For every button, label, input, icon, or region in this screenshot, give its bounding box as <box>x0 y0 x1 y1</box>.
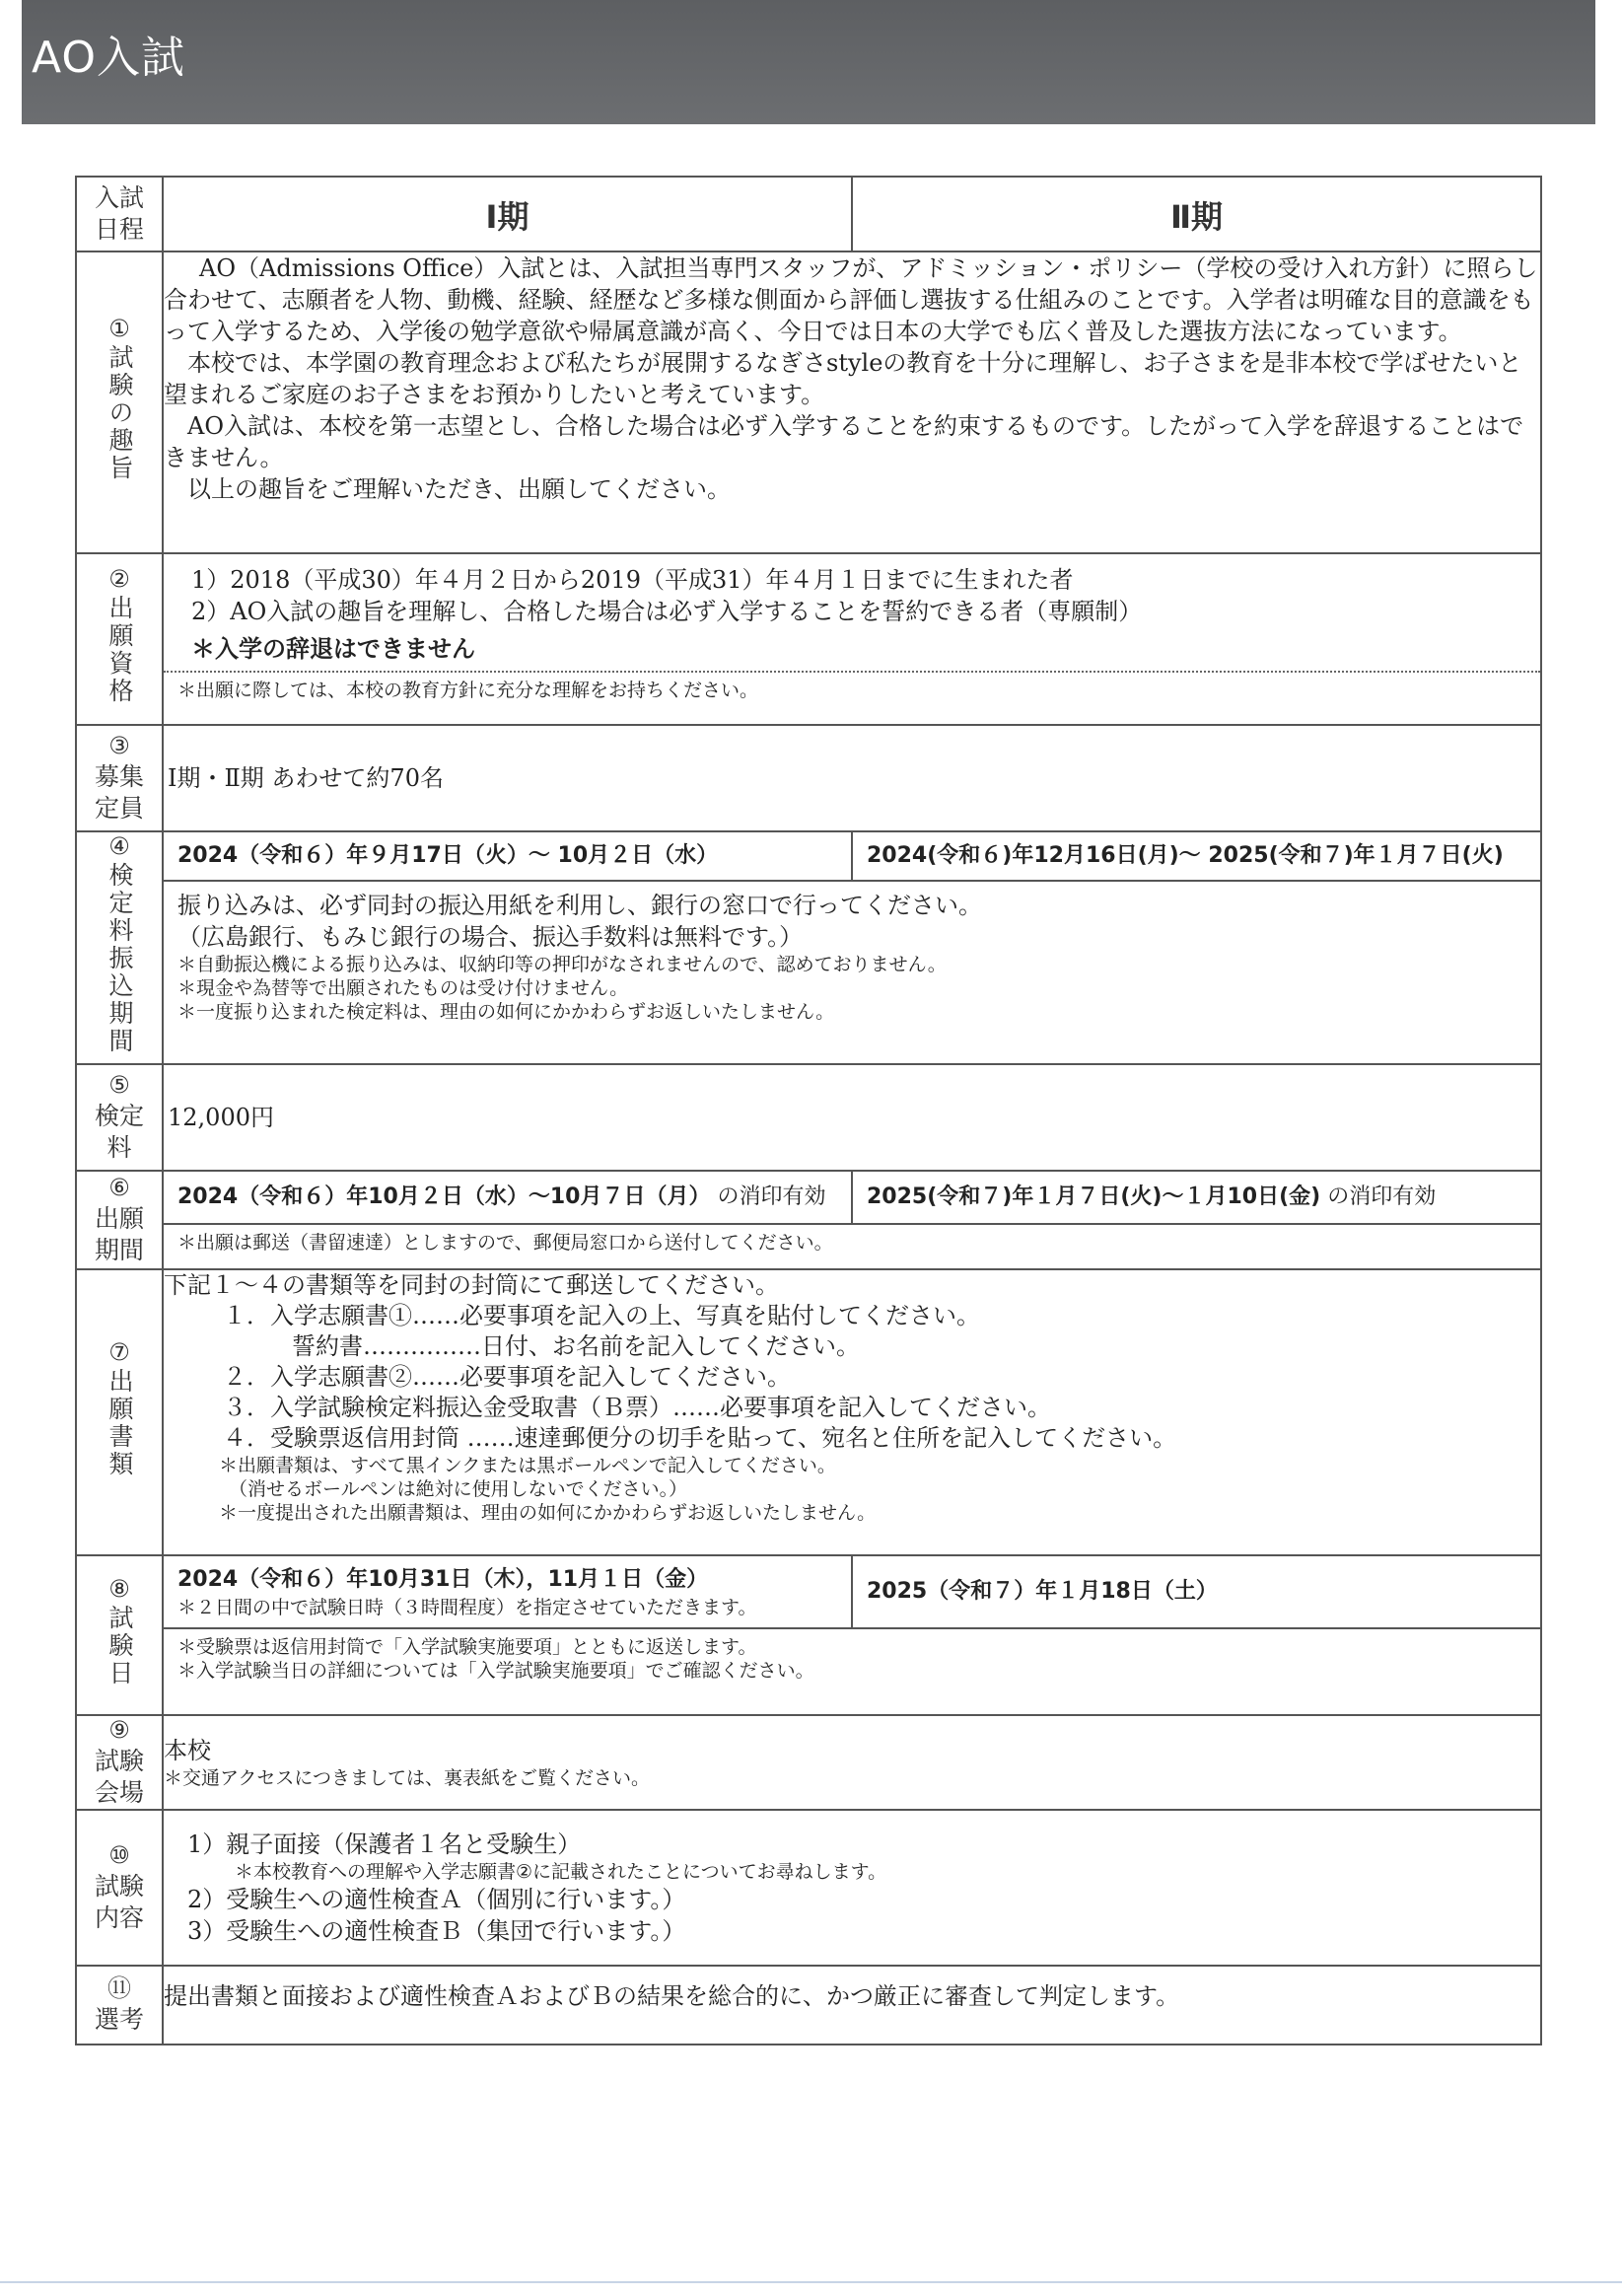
exam-content-note: ＊本校教育への理解や入学志願書②に記載されたことについてお尋ねします。 <box>235 1861 887 1883</box>
exam-date-note-2: ＊入学試験当日の詳細については「入学試験実施要項」でご確認ください。 <box>177 1660 814 1682</box>
exam-date-term1-note: ＊２日間の中で試験日時（３時間程度）を指定させていただきます。 <box>177 1597 757 1618</box>
section-number: ⑨ <box>108 1716 130 1744</box>
exam-date-term1: 2024（令和６）年10月31日（木），11月１日（金） <box>177 1567 709 1592</box>
admission-table <box>75 176 1542 2045</box>
exam-content-line-1: 1）親子面接（保護者１名と受験生） <box>187 1830 582 1858</box>
section-number: ⑤ <box>108 1071 130 1099</box>
section-number: ① <box>108 315 130 342</box>
section-capacity <box>76 725 1541 831</box>
section-number: ⑥ <box>108 1174 130 1201</box>
fee-note-3: ＊一度振り込まれた検定料は、理由の如何にかかわらずお返しいたしません。 <box>177 1001 835 1023</box>
documents-item-4: ４．受験票返信用封筒 ……速達郵便分の切手を貼って、宛名と住所を記入してください。 <box>223 1424 1177 1452</box>
documents-intro: 下記１～４の書類等を同封の封筒にて郵送してください。 <box>164 1271 779 1299</box>
section-number: ⑦ <box>108 1338 130 1366</box>
capacity-text: Ⅰ期・Ⅱ期 あわせて約70名 <box>168 764 444 792</box>
section-number: ⑧ <box>108 1575 130 1603</box>
schedule-row <box>76 177 1541 251</box>
documents-note-2: （消せるボールペンは絶対に使用しないでください。） <box>229 1478 688 1500</box>
section-exam-date <box>76 1555 1541 1715</box>
section-eligibility <box>76 553 1541 725</box>
section-selection <box>76 1966 1541 2045</box>
documents-note-1: ＊出願書類は、すべて黒インクまたは黒ボールペンで記入してください。 <box>219 1455 836 1476</box>
section-exam-content <box>76 1810 1541 1966</box>
application-period-term2: 2025(令和７)年１月７日(火)～１月10日(金) <box>867 1184 1321 1209</box>
eligibility-note: ＊出願に際しては、本校の教育方針に充分な理解をお持ちください。 <box>164 671 1540 708</box>
fee-note-2: ＊現金や為替等で出願されたものは受け付けません。 <box>177 977 629 999</box>
section-label: 出願書類 <box>106 1368 134 1478</box>
section-fee-period <box>76 831 1541 1064</box>
purpose-paragraph-2: 本校では、本学園の教育理念および私たちが展開するなぎさstyleの教育を十分に理解し、お子さまを是非本校で学ばせたいと望まれるご家庭のお子さまをお預かりしたいと考えています。 <box>164 349 1522 408</box>
fee-note-1: ＊自動振込機による振り込みは、収納印等の押印がなされませんので、認めておりません。 <box>177 954 947 975</box>
section-number: ② <box>108 565 130 593</box>
venue-text: 本校 <box>164 1737 211 1764</box>
section-label: 出願資格 <box>106 595 134 705</box>
selection-text: 提出書類と面接および適性検査ＡおよびＢの結果を総合的に、かつ厳正に審査して判定します。 <box>164 1982 1180 2010</box>
application-period-term1: 2024（令和６）年10月２日（水）～10月７日（月） <box>177 1184 711 1209</box>
exam-content-line-2: 2）受験生への適性検査Ａ（個別に行います。） <box>187 1886 686 1913</box>
eligibility-line-1: 1）2018（平成30）年４月２日から2019（平成31）年４月１日までに生まれた者 <box>191 566 1074 594</box>
fee-amount: 12,000円 <box>168 1104 274 1131</box>
purpose-paragraph-3: AO入試は、本校を第一志望とし、合格した場合は必ず入学することを約束するものです。したがって入学を辞退することはできません。 <box>164 412 1524 471</box>
section-label: 試験内容 <box>94 1872 144 1932</box>
documents-note-3: ＊一度提出された出願書類は、理由の如何にかかわらずお返しいたしません。 <box>219 1502 877 1524</box>
purpose-paragraph-4: 以上の趣旨をご理解いただき、出願してください。 <box>187 475 732 503</box>
section-label: 募集定員 <box>94 762 144 823</box>
section-label: 選考 <box>94 2005 144 2034</box>
documents-item-2: ２．入学志願書②……必要事項を記入してください。 <box>223 1363 791 1391</box>
fee-period-term2: 2024(令和６)年12月16日(月)～ 2025(令和７)年１月７日(火) <box>851 832 1540 880</box>
fee-instruction: 振り込みは、必ず同封の振込用紙を利用し、銀行の窓口で行ってください。 <box>177 892 982 919</box>
section-label: 出願期間 <box>94 1204 144 1264</box>
purpose-paragraph-1: AO（Admissions Office）入試とは、入試担当専門スタッフが、アドミッション・ポリシー（学校の受け入れ方針）に照らし合わせて、志願者を人物、動機、経験、経歴など多様な側面から評価し選抜する仕組みのことです。入学者は明確な目的意識をもって入学するため、入学後の勉学意欲や帰属意識が高く、今日では日本の大学でも広く普及した選抜方法になっています。 <box>164 254 1538 345</box>
page-title: AO入試 <box>32 33 185 83</box>
documents-item-1: １．入学志願書①……必要事項を記入の上、写真を貼付してください。 <box>223 1302 980 1329</box>
documents-item-1b: 誓約書……………日付、お名前を記入してください。 <box>292 1332 860 1360</box>
section-number: ④ <box>108 832 130 860</box>
section-venue <box>76 1715 1541 1810</box>
fee-period-term1: 2024（令和６）年９月17日（火）～ 10月２日（水） <box>177 843 719 868</box>
section-number: ⑩ <box>108 1841 130 1869</box>
exam-date-term2: 2025（令和７）年１月18日（土） <box>867 1579 1218 1604</box>
eligibility-line-3: ＊入学の辞退はできません <box>191 635 475 663</box>
section-documents <box>76 1269 1541 1555</box>
section-label: 試験会場 <box>94 1747 144 1807</box>
eligibility-line-2: 2）AO入試の趣旨を理解し、合格した場合は必ず入学することを誓約できる者（専願制） <box>191 598 1143 625</box>
section-label: 試験の趣旨 <box>106 344 134 482</box>
section-number: ③ <box>108 732 130 759</box>
documents-item-3: ３．入学試験検定料振込金受取書（Ｂ票）……必要事項を記入してください。 <box>223 1394 1051 1421</box>
section-number: ⑪ <box>107 1974 131 2002</box>
page-bottom-rule <box>0 2281 1622 2283</box>
section-fee <box>76 1064 1541 1171</box>
section-label: 検定料振込期間 <box>106 862 134 1055</box>
term1-heading: Ⅰ期 <box>485 198 529 236</box>
page-header <box>22 0 1595 124</box>
venue-note: ＊交通アクセスにつきましては、裏表紙をご覧ください。 <box>164 1767 651 1789</box>
exam-content-line-3: 3）受験生への適性検査Ｂ（集団で行います。） <box>187 1917 686 1945</box>
section-label: 検定料 <box>94 1102 144 1162</box>
section-purpose <box>76 251 1541 553</box>
section-label: 試験日 <box>106 1605 134 1687</box>
exam-date-note-1: ＊受験票は返信用封筒で「入学試験実施要項」とともに返送します。 <box>177 1636 757 1658</box>
application-period-note: ＊出願は郵送（書留速達）としますので、郵便局窓口から送付してください。 <box>177 1232 833 1254</box>
fee-bank-note: （広島銀行、もみじ銀行の場合、振込手数料は無料です。） <box>177 923 804 951</box>
section-application-period: ⑥ 出願期間 2024（令和６）年10月２日（水）～10月７日（月） の消印有効 2025(令和７)年１月７日(火)～１月10日(金) の消印有効 ＊出願は郵送（書留速達）としますので、郵便局窓口から送付してください。 <box>76 1171 1541 1269</box>
schedule-label: 入試日程 <box>76 177 163 251</box>
term2-heading: Ⅱ期 <box>851 178 1540 251</box>
